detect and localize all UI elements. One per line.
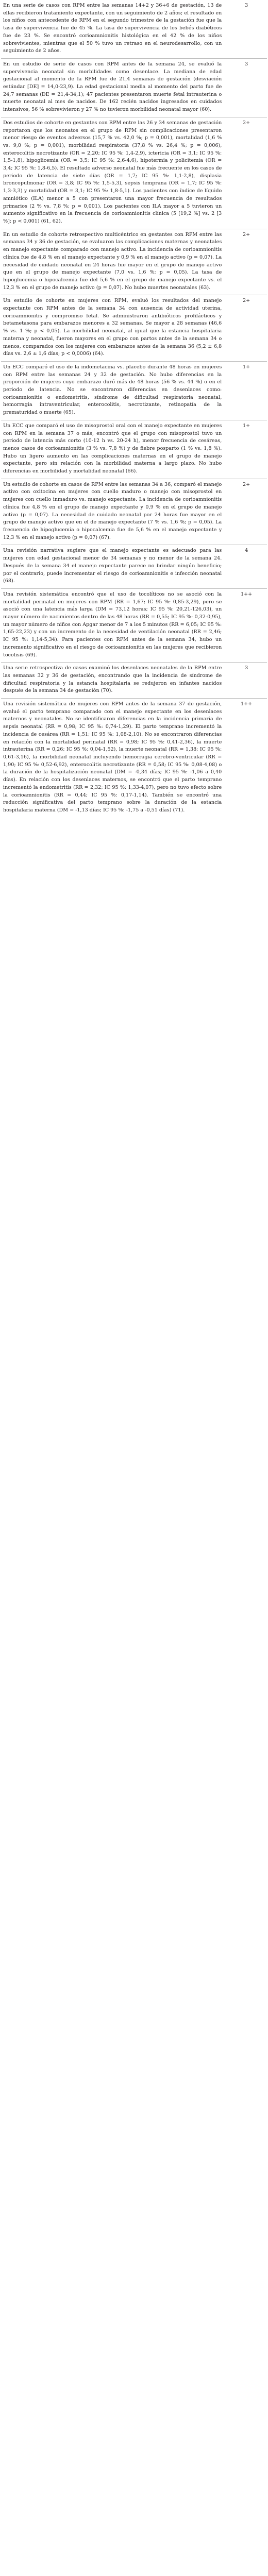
evidence-level: 2+ [225, 229, 267, 295]
evidence-row [1, 229, 267, 295]
evidence-table [1, 0, 267, 818]
evidence-level: 2+ [225, 479, 267, 545]
evidence-row [1, 699, 267, 818]
evidence-row [1, 117, 267, 229]
evidence-text: En un estudio de serie de casos con RPM antes de la semana 24, se evaluó la supervivencia neonatal sin morbilidades como desenlace. La mediana de edad gestacional al momento de la RPM fue de 21,4 semanas de gestación (desviación estándar [DE] = 14,0-23,9). La edad gestacional media al momento del parto fue de 24,7 semanas (DE = 21,4-34,1); 47 pacientes presentaron muerte fetal intrauterina o muerte neonatal al mes de nacidos. De 162 recién nacidos ingresados en cuidados intensivos, 56 % sobrevivieron y 27 % no tuvieron morbilidad neonatal mayor (60). [1, 58, 225, 117]
evidence-text: Un ECC que comparó el uso de misoprostol oral con el manejo expectante en mujeres con RPM en la semana 37 o más, encontró que el grupo con misoprostol tuvo un periodo de latencia más corto (10-12 h vs. 20-24 h), menor frecuencia de cesáreas, menos casos de corioamnionitis (3 % vs. 7,8 %) y de fiebre posparto (1 % vs. 1,8 %). Hubo un ligero aumento en las complicaciones maternas en el grupo de manejo expectante, pero sin relación con la morbilidad materna a largo plazo. No hubo diferencias en morbilidad y mortalidad neonatal (66). [1, 420, 225, 479]
evidence-row [1, 545, 267, 589]
evidence-text: Un estudio de cohorte en mujeres con RPM, evaluó los resultados del manejo expectante con RPM antes de la semana 34 con ausencia de actividad uterina, corioamnionitis y compromiso fetal. Se administraron antibióticos profilácticos y betametasona para embarazos menores a 32 semanas. Se mayor a 28 semanas (46,6 % vs. 1 %; p < 0,05). La morbilidad neonatal, al igual que la estancia hospitalaria materna y neonatal, fueron mayores en el grupo con partos antes de la semana 34 o menos, comparados con los mujeres con embarazos antes de la semana 36 (5,2 ± 6,8 días vs. 2,6 ± 1,6 días; p < 0,0006) (64). [1, 295, 225, 362]
evidence-row [1, 295, 267, 362]
evidence-level: 4 [225, 545, 267, 589]
evidence-level: 1+ [225, 361, 267, 420]
evidence-text: En un estudio de cohorte retrospectivo multicéntrico en gestantes con RPM entre las semanas 34 y 36 de gestación, se evaluaron las complicaciones maternas y neonatales en manejo expectante comparado con manejo activo. La incidencia de corioamnionitis clínica fue de 4,8 % en el manejo expectante y 0,9 % en el manejo activo (p = 0,07). La necesidad de cuidado neonatal en 24 horas fue mayor en el grupo de manejo activo que en el grupo de manejo expectante (7,0 vs. 1,6 %; p = 0,05). La tasa de hipoglucemia o hipocalcemia fue del 5,6 % en el grupo de manejo expectante vs. el 12,3 % en el grupo de manejo activo (p = 0,07). No hubo muertes neonatales (63). [1, 229, 225, 295]
evidence-row [1, 58, 267, 117]
evidence-row [1, 588, 267, 662]
evidence-level: 2+ [225, 117, 267, 229]
evidence-row [1, 420, 267, 479]
evidence-row [1, 479, 267, 545]
evidence-text: Un estudio de cohorte en casos de RPM entre las semanas 34 a 36, comparó el manejo activo con oxitocina en mujeres con cuello maduro o manejo con misoprostol en mujeres con cuello inmaduro vs. manejo expectante. La incidencia de corioamnionitis clínica fue 4,8 % en el grupo de manejo expectante y 0,9 % en el grupo de manejo activo (p = 0,07). La necesidad de cuidado neonatal por 24 horas fue mayor en el grupo de manejo activo que en el de manejo expectante (7 % vs. 1,6 %; p = 0,05). La frecuencia de hipoglucemia o hipocalcemia fue de 5,6 % en el manejo expectante y 12,3 % en el manejo activo (p = 0,07) (67). [1, 479, 225, 545]
evidence-level: 2+ [225, 295, 267, 362]
evidence-level: 3 [225, 663, 267, 699]
evidence-table-body [1, 0, 267, 818]
evidence-text: En una serie de casos con RPM entre las semanas 14+2 y 36+6 de gestación, 13 de ellas recibieron tratamiento expectante, con un seguimiento de 2 años; el resultado en los niños con antecedente de RPM en el segundo trimestre de la gestación fue que la tasa de supervivencia fue de 45 %. La tasa de supervivencia de los bebés diabéticos fue de 23 %. Se encontró corioamnionitis histológica en el 42 % de los niños sobrevivientes, mientras que el 50 % tuvo un retraso en el neurodesarrollo, con un seguimiento de 2 años. [3, 3, 222, 54]
evidence-row [1, 0, 267, 58]
evidence-text: Un ECC comparó el uso de la indometacina vs. placebo durante 48 horas en mujeres con RPM entre las semanas 24 y 32 de gestación. No hubo diferencias en la proporción de mujeres cuyo embarazo duró más de 48 horas (56 % vs. 44 %) o en el periodo de latencia. No se encontraron diferencias en desenlaces como: corioamnionitis o endometritis, síndrome de dificultad respiratoria neonatal, hemorragia intraventricular, enterocolitis, necrotizante, retinopatía de la prematuridad o muerte (65). [1, 361, 225, 420]
evidence-level: 1+ [225, 420, 267, 479]
evidence-text: Una serie retrospectiva de casos examinó los desenlaces neonatales de la RPM entre las semanas 32 y 36 de gestación, encontrando que la incidencia de síndrome de dificultad respiratoria y la estancia hospitalaria se redujeron en infantes nacidos después de la semana 34 de gestación (70). [1, 663, 225, 699]
evidence-text: Una revisión sistemática de mujeres con RPM antes de la semana 37 de gestación, evaluó el parto temprano comparado con el manejo expectante en los desenlaces maternos y neonatales. No se identificaron diferencias en la incidencia primaria de sepsis neonatal (RR = 0,98; IC 95 %: 0,74-1,29). El parto temprano incrementó la incidencia de cesárea (RR = 1,51; IC 95 %: 1,08-2,10). No se encontraron diferencias en relación con la mortalidad perinatal (RR = 0,98; IC 95 %: 0,41-2,36), la muerte intrauterina (RR = 0,26; IC 95 %: 0,04-1,52), la muerte neonatal (RR = 1,38; IC 95 %: 0,61-3,16), la morbilidad neonatal incluyendo hemorragia cerebro-ventricular (RR = 1,90; IC 95 %: 0,52-6,92), enterocolitis necrotizante (RR = 0,58; IC 95 %: 0,08-4,08) o la duración de la hospitalización neonatal (DM = -0,34 días; IC 95 %: -1,06 a 0,40 días). En relación con los desenlaces maternos, se encontró que el parto temprano incrementó la endometritis (RR = 2,32; IC 95 %: 1,33-4,07), pero no tuvo efecto sobre la corioamnionitis (RR = 0,44; IC 95 %: 0,17-1,14). También se encontró una reducción significativa del parto temprano sobre la duración de la estancia hospitalaria materna (DM = -1,13 días; IC 95 %: -1,75 a -0,51 días) (71). [1, 699, 225, 818]
evidence-text: Una revisión narrativa sugiere que el manejo expectante es adecuado para las mujeres con edad gestacional menor de 34 semanas y no menor de la semana 24. Después de la semana 34 el manejo expectante parece no brindar ningún beneficio; por el contrario, puede incrementar el riesgo de corioamnionitis e infección neonatal (68). [1, 545, 225, 589]
evidence-level: 3 [225, 58, 267, 117]
evidence-level: 3 [245, 3, 248, 8]
evidence-level: 1++ [225, 699, 267, 818]
evidence-row [1, 663, 267, 699]
evidence-text: Dos estudios de cohorte en gestantes con RPM entre las 26 y 34 semanas de gestación reportaron que los neonatos en el grupo de RPM sin complicaciones presentaron menor riesgo de eventos adversos (15,7 % vs. 42,0 %; p = 0,001), mortalidad (1,6 % vs. 9,0 %; p = 0,001), morbilidad respiratoria (37,8 % vs. 26,4 %; p = 0,006), enterocolitis necrotizante (OR = 2,20; IC 95 %: 1,4-2,9), ictericia (OR = 3,1; IC 95 %: 1,5-1,8), hipoglicemia (OR = 3,5; IC 95 %: 2,6-4,6), hipotermia y policitemia (OR = 3,4; IC 95 %: 1,8-6,5). El resultado adverso neonatal fue más frecuente en los casos de periodo de latencia de siete días (OR = 1,7; IC 95 %: 1,1-2,8), displasia broncopulmonar (OR = 3,8; IC 95 %: 1,5-5,3), sepsis temprana (OR = 1,7; IC 95 %: 1,3-3,3) y mortalidad (OR = 3,1; IC 95 %: 1,8-5,1). Los pacientes con índice de líquido amniótico (ILA) menor a 5 con presentaron una mayor frecuencia de resultados primarios (2 % vs. 7,8 %; p = 0,001). Los pacientes con ILA mayor a 5 tuvieron un aumento significativo en la frecuencia de corioamnionitis clínica (5 [19,2 %] vs. 2 [3 %]; p < 0,001) (61, 62). [1, 117, 225, 229]
evidence-level: 1++ [225, 588, 267, 662]
evidence-text: Una revisión sistemática encontró que el uso de tocolíticos no se asoció con la mortalidad perinatal en mujeres con RPM (RR = 1,67; IC 95 %: 0,85-3,29), pero se asoció con una latencia más larga (DM = 73,12 horas; IC 95 %: 20,21-126,03), un mayor número de nacimientos dentro de las 48 horas (RR = 0,55; IC 95 %: 0,32-0,95), un mayor número de niños con Apgar menor de 7 a los 5 minutos (RR = 6,05; IC 95 %: 1,65-22,23) y con un incremento de la necesidad de ventilación neonatal (RR = 2,46; IC 95 %: 1,14-5,34). Para pacientes con RPM antes de la semana 34, hubo un incremento significativo en el riesgo de corioamnionitis en las mujeres que recibieron tocolisis (69). [1, 588, 225, 662]
evidence-row [1, 361, 267, 420]
